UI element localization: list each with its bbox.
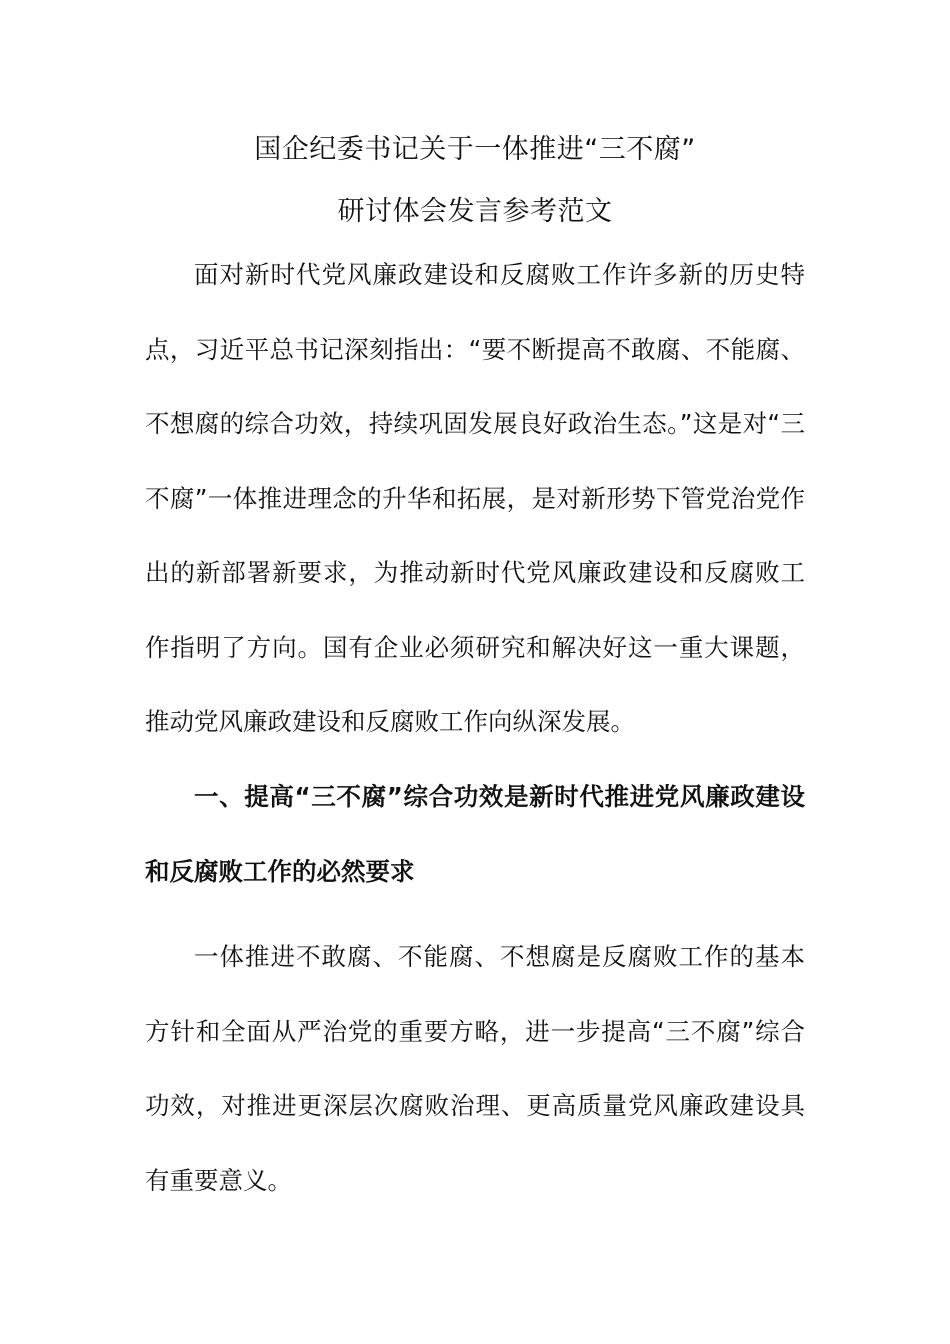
document-title-line-1: 国企纪委书记关于一体推进“三不腐”	[254, 134, 696, 165]
body-paragraph-2: 一体推进不敢腐、不能腐、不想腐是反腐败工作的基本方针和全面从严治党的重要方略，进一步提高“三不腐”综合功效，对推进更深层次腐败治理、更高质量党风廉政建设具有重要意义。	[145, 942, 805, 1195]
body-paragraph-1: 面对新时代党风廉政建设和反腐败工作许多新的历史特点，习近平总书记深刻指出：“要不断提高不敢腐、不能腐、不想腐的综合功效，持续巩固发展良好政治生态。”这是对“三不腐”一体推进理念的升华和拓展，是对新形势下管党治党作出的新部署新要求，为推动新时代党风廉政建设和反腐败工作指明了方向。国有企业必须研究和解决好这一重大课题，推动党风廉政建设和反腐败工作向纵深发展。	[145, 260, 805, 736]
section-heading-1: 一、提高“三不腐”综合功效是新时代推进党风廉政建设和反腐败工作的必然要求	[145, 782, 805, 886]
document-title-line-2: 研讨体会发言参考范文	[337, 196, 613, 227]
